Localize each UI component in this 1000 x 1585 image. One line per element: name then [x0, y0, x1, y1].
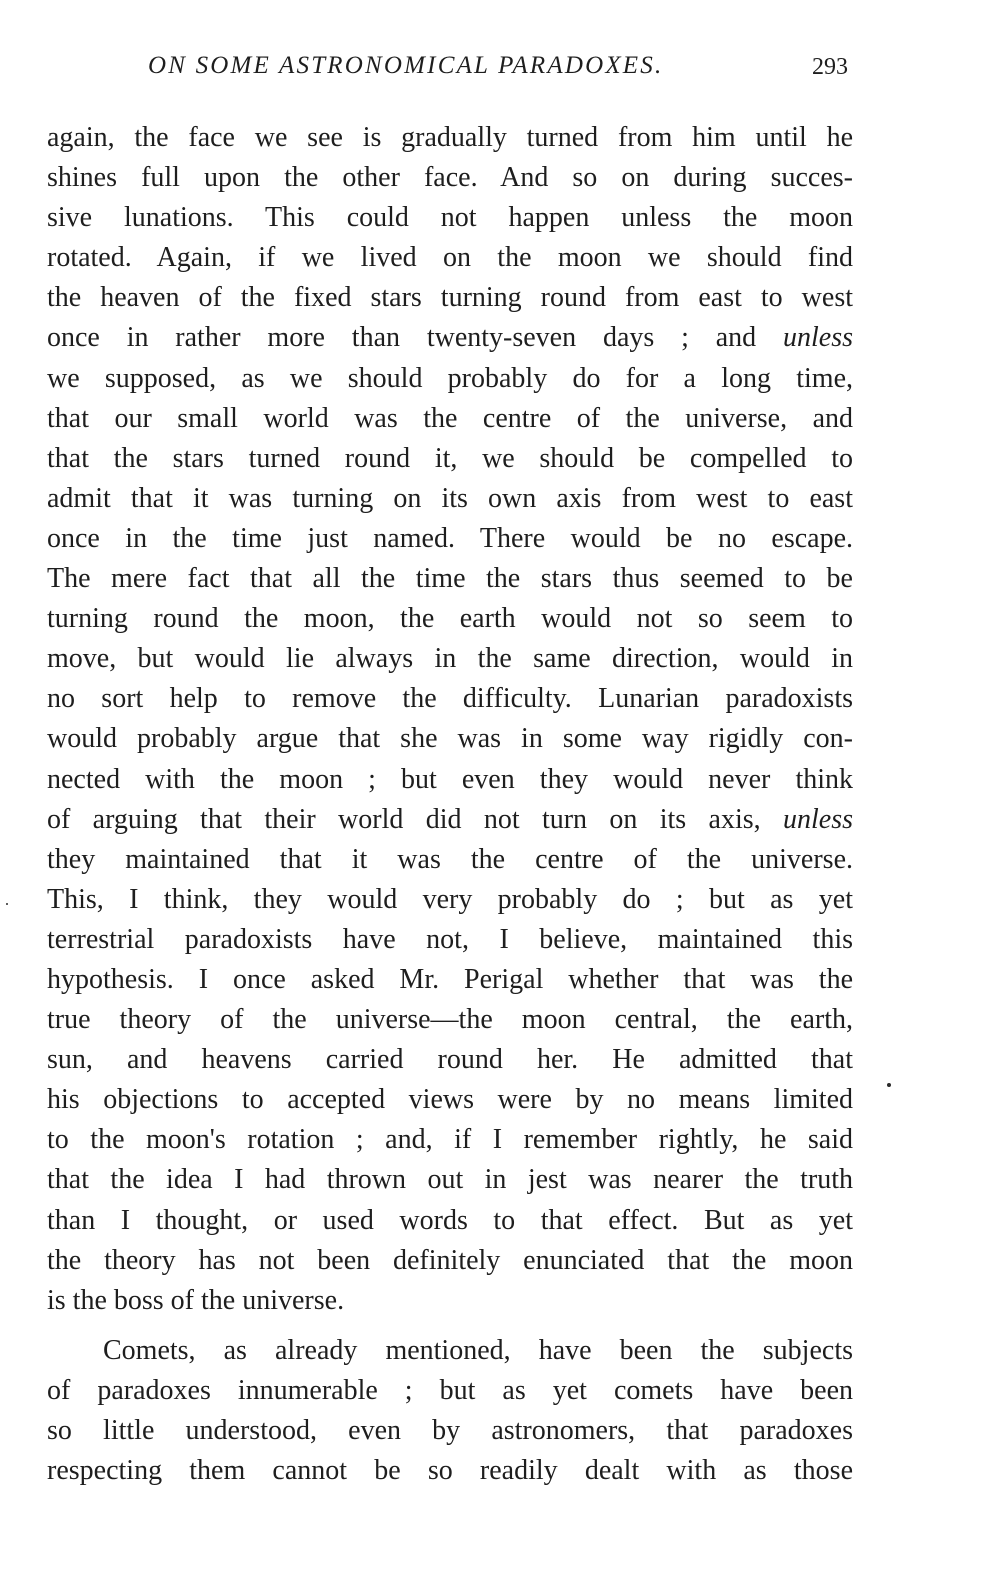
- text-line: is the boss of the universe.: [47, 1284, 345, 1316]
- page-number: 293: [812, 54, 848, 80]
- text-line: move, but would lie always in the same direction, would in: [47, 643, 853, 675]
- text-line: again, the face we see is gradually turned from him until he: [47, 122, 853, 153]
- text-line: rotated. Again, if we lived on the moon we should find: [47, 242, 853, 274]
- ink-speck: [887, 1083, 891, 1087]
- text-line: the theory has not been definitely enunciated that the moon: [47, 1244, 853, 1276]
- paragraph-1: [47, 118, 853, 1321]
- running-head: ON SOME ASTRONOMICAL PARADOXES.: [148, 52, 664, 79]
- text-line: we supposed, as we should probably do for a long time,: [47, 362, 853, 394]
- text-line: admit that it was turning on its own axis from west to east: [47, 482, 853, 514]
- text-line: that the idea I had thrown out in jest was nearer the truth: [47, 1164, 853, 1196]
- ink-speck: [6, 903, 8, 905]
- text-line: respecting them cannot be so readily dealt with as those: [47, 1455, 853, 1487]
- italic-emphasis: unless: [783, 322, 853, 354]
- text-line: hypothesis. I once asked Mr. Perigal whether that was the: [47, 963, 853, 995]
- text-line: his objections to accepted views were by no means limited: [47, 1084, 853, 1116]
- text-line: The mere fact that all the time the stars thus seemed to be: [47, 563, 853, 595]
- text-line: shines full upon the other face. And so on during succes-: [47, 162, 853, 194]
- text-line: that the stars turned round it, we should be compelled to: [47, 442, 853, 474]
- text-line: to the moon's rotation ; and, if I remember rightly, he said: [47, 1124, 853, 1156]
- text-line: This, I think, they would very probably do ; but as yet: [47, 883, 853, 915]
- italic-emphasis: unless: [783, 803, 853, 835]
- text-line: turning round the moon, the earth would not so seem to: [47, 603, 853, 635]
- text-line: sive lunations. This could not happen unless the moon: [47, 202, 853, 234]
- text-line: they maintained that it was the centre of the universe.: [47, 843, 853, 875]
- text-line: of arguing that their world did not turn on its axis, unless: [47, 803, 853, 835]
- paragraph-2: [47, 1331, 853, 1491]
- text-line: that our small world was the centre of the universe, and: [47, 402, 853, 434]
- text-line: of paradoxes innumerable ; but as yet comets have been: [47, 1374, 853, 1406]
- text-line: once in the time just named. There would be no escape.: [47, 522, 853, 554]
- body-text: [47, 118, 853, 1491]
- text-line: Comets, as already mentioned, have been the subjects: [103, 1334, 853, 1366]
- text-line: so little understood, even by astronomers, that paradoxes: [47, 1415, 853, 1446]
- text-line: the heaven of the fixed stars turning round from east to west: [47, 282, 853, 314]
- text-line: once in rather more than twenty-seven days ; and unless: [47, 322, 853, 354]
- text-line: no sort help to remove the difficulty. Lunarian paradoxists: [47, 683, 853, 715]
- text-line: sun, and heavens carried round her. He admitted that: [47, 1044, 853, 1076]
- text-line: terrestrial paradoxists have not, I believe, maintained this: [47, 923, 853, 955]
- text-line: nected with the moon ; but even they would never think: [47, 763, 853, 795]
- text-line: than I thought, or used words to that effect. But as yet: [47, 1204, 853, 1236]
- text-line: true theory of the universe—the moon central, the earth,: [47, 1004, 853, 1036]
- text-line: would probably argue that she was in some way rigidly con-: [47, 723, 853, 755]
